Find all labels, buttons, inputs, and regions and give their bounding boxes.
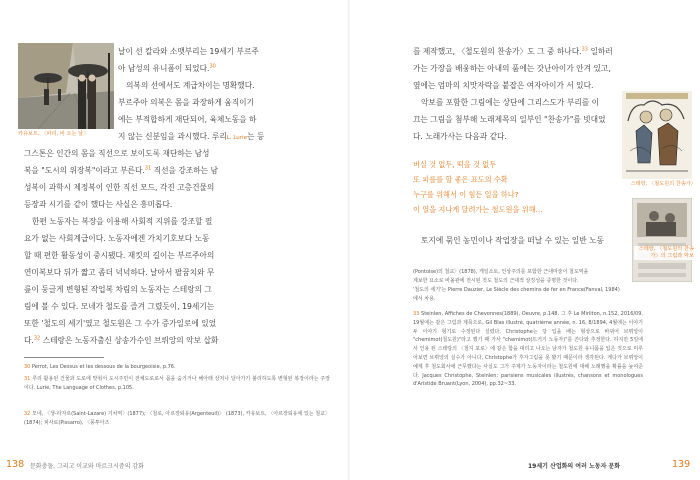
paragraph-3-line-1: 한편 노동자는 복장을 이용해 사회적 지위를 강조할 필 [32,217,213,226]
running-head-left: 문화충돌, 그리고 이교와 마르크시즘의 감화 [30,463,144,470]
footnote-ref-31[interactable]: 31 [144,165,152,172]
paragraph-2-line-7: 성복이 과학시 제정복이 인한 직선 모드, 각진 고층건물의 [24,183,215,192]
paragraph-2-line-6: 복을 "도시의 위장복"이라고 부른다.$^{31}$ 직선을 강조하는 남 [24,165,218,175]
steinlen-illustration [622,91,692,179]
paragraph-2-line-4: 지 않는 신분임을 과시했다. 루리L. Lurie는 등 [118,132,265,141]
footnote-ref-32[interactable]: 32 [33,335,41,342]
steinlen-sheet-music [632,198,692,282]
paragraph-3-line-5: 릎이 둥글게 변형된 작업복 차림의 노동자는 스테랑의 그 [24,285,212,294]
page-number-left: 138 [6,459,25,470]
footnote-32-continued-4: 에서 차용. [413,296,436,302]
footnote-33: 33 Steinlen, Affiches de Chevonnes(1889), Oeuvre, p.148. 그 후 Le Mirliton, n.152, 2016/09, 19월에는 같은 그림과 제목으로, Gil Blas illustré, quatrième année, n. 16, 8/1894, 4월에는 이야기 두 이야기 형기로 수정된다 실렸다. Christophe는 당 입을 배는 형상으로 바뀌어 브뤼앙이 "chemimot(철도원)"라고 했기 때 가사 "chemimot(뜨거기 노동자)"를 쓴다와 추정한다. 하지만 5일에서 인용 된 스테랑의 〈철지 포로〉에 같은 함을 대리고 나오는 남자가 철도원 유니폼을 입은 것으로 미루어보면 브뤼앙의 실수가 아니다, Christophe가 후자그림을 못 봤기 때문이라 생각된다. 게다가 브뤼앙이 예제 후 철도회사에 근무했다는 사실도 그가 주제가 노동자이라는 철도원에 대해 노래했을 확률을 높여준다. Jacques Christophe, Steinlen; parisiens musicales illustrés, chansons et monologues d'Aristide Bruant(Lyon, 2004), pp.32~33. [413,311,644,388]
footnote-32-continued-3: '철도의 세기'는 Pierre Dauzier, Le Siècle des chemins de fer en France(Fanval, 1984) [413,287,620,293]
figure-caption-text: 카유보트, 〈파리, 비 오는 날〉 [18,131,89,137]
paragraph-3-line-2: 요가 없는 사회계급이다. 노동자에겐 가치기호보다 노동 [24,234,210,243]
footnote-30: 30 Perrot, Les Dessus et les dessous de la bourgeoisie, p.76. [24,364,176,370]
r-paragraph-2-line-1: 악보를 포함한 그림에는 상단에 그리스도가 부리를 이 [421,98,600,107]
footnote-32: 32 모네, 〈생-라자르(Saint-Lazare) 기차역〉(1877); 〈철로, 아르장퇴유(Argenteuil)〉 (1873), 카유보트, 〈아르장퇴유에 있는 철교〉(1874); 피사로(Pissarro), 〈퐁투아즈 [24,411,330,426]
workers-sketch-image [622,91,692,179]
right-page [350,0,700,480]
paragraph-1-line-1: 날이 선 칼라와 소맷부리는 19세기 부르주 [118,47,259,56]
lyric-line: 버실 것 없두, 떡을 것 없두 [413,160,497,169]
figure-1-caption: 스테랑, 〈철도원의 찬송가〉 [630,181,696,187]
r-paragraph-1-line-3: 옆에는 엄마의 치맛자락을 붙잡은 여자아이가 서 있다. [413,81,594,90]
paragraph-2-line-3: 에는 부적합하게 재단되어, 육체노동을 하 [118,115,257,124]
lyric-line: 이 열을 지나게 달려가는 철도원을 위해… [413,205,543,214]
caillebotte-painting [18,43,114,129]
r-paragraph-2-line-3: 다. 노래가사는 다음과 같다. [413,132,507,141]
figure-caption [18,131,118,138]
lyric-line: 누구를 위해서 이 힘든 일을 하나? [413,190,519,199]
paragraph-2-line-1: 의복의 선에서도 계급차이는 명확했다. [126,81,255,90]
sheet-music-image [632,198,692,282]
figure-2-caption: 스테랑, 〈철도원의 찬송가〉의 그림과 악보 [634,246,694,260]
lyric-line: 또 피를를 할 좋은 표도의 수확 [413,175,508,184]
paragraph-2-line-5: 그스톤은 인간의 몸을 직선으로 보이도록 재단하는 남성 [24,149,210,158]
r-paragraph-2-line-2: 끄는 그림을 첨부해 노래제목의 일부인 "찬송가"를 빗대었 [413,115,606,124]
footnote-divider [24,357,104,358]
paragraph-3-line-6: 림에 볼 수 있다. 모네가 철도를 즐겨 그렸듯이, 19세기는 [24,302,215,311]
song-lyrics [413,157,543,217]
paragraph-2-line-8: 등장과 시기를 같이 했다는 사실은 흥미롭다. [24,200,173,209]
paragraph-3-line-3: 할 때 편한 활동성이 중시됐다. 재킷의 길이는 부르주아의 [24,251,215,260]
street-scene-image [18,43,114,129]
footnote-31: 31 루리 활용된 건물과 도로에 맞춰서 도시주민이 전체도로로서 몸을 숨기거나 해아래 상처나 달아가기 불리하도록 변형된 복장이라는 주장이다. Lurie, The Language of Clothes, p.105. [24,376,331,391]
footnote-32-continued-2: 계보한 요소로 바올관에 전시된 것도 철도의 근대적 상징성을 증명한 것이다. [413,278,579,284]
paragraph-3-line-4: 연미복보다 뒤가 짧고 좀더 넉넉하다. 날아서 팔꿈치와 무 [24,268,215,277]
paragraph-2-line-2: 부르주아 의복은 몸을 과장하게 움직이기 [118,98,255,107]
page-number-right: 139 [672,459,691,470]
footnote-32-continued-1: (Pontoise)의 철교〉(1878), 게일소토, 인상주의를 포함한 근대미술이 철도역을 [413,269,589,275]
paragraph-3-line-7: 또한 '철도의 세기'였고 철도원은 그 수가 증가일로에 있었 [24,319,217,328]
footnote-ref-33[interactable]: 33 [581,46,588,53]
r-paragraph-1-line-2: 가는 가장을 배웅하는 아내의 품에는 갓난아이가 안겨 있고, [413,64,611,73]
r-paragraph-1-line-1: 를 제작했고, 〈철도원의 찬송가〉도 그 중 하나다.$^{33}$ 일하러 [413,46,613,56]
paragraph-3-line-8: 다.$^{32}$ 스테랑은 노동자출신 상송가수인 브뤼앙의 악보 삽화 [24,335,219,345]
running-head-right: 19세기 산업화의 여러 노동자 문화 [528,463,621,470]
footnote-ref-30[interactable]: 30 [209,63,216,70]
r-paragraph-3: 토지에 묶인 농민이나 작업장을 떠날 수 있는 일반 노동 [421,236,604,245]
paragraph-1-line-2: 아 남성의 유니폼이 되었다.$^{30}$ [118,63,216,73]
